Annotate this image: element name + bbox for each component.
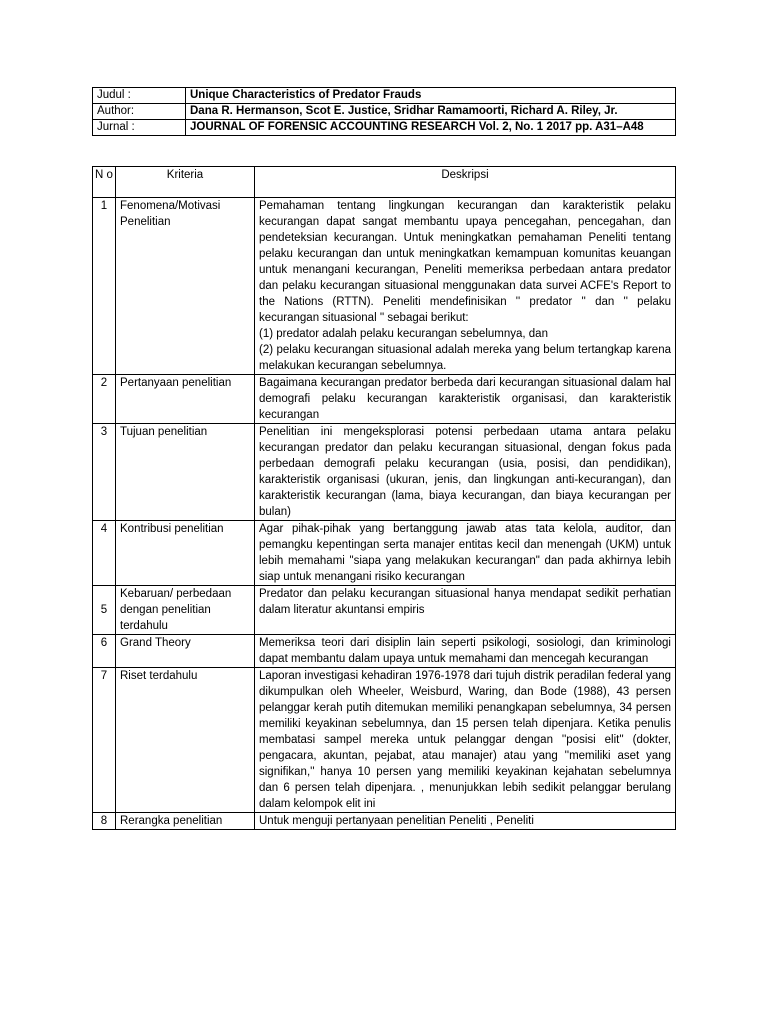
table-row <box>93 424 676 521</box>
table-row <box>93 635 676 668</box>
row-kriteria: Riset terdahulu <box>116 668 255 813</box>
row-kriteria: Tujuan penelitian <box>116 424 255 521</box>
meta-key: Judul : <box>93 88 186 104</box>
row-kriteria: Kontribusi penelitian <box>116 521 255 586</box>
review-table <box>92 166 676 830</box>
deskripsi-point-2: (2) pelaku kecurangan situasional adalah mereka yang belum tertangkap karena melakukan kecurangan sebelumnya. <box>259 344 671 372</box>
meta-row-author <box>93 104 676 120</box>
document-meta-table <box>92 87 676 136</box>
row-kriteria: Fenomena/Motivasi Penelitian <box>116 198 255 375</box>
row-kriteria: Pertanyaan penelitian <box>116 375 255 424</box>
row-number: 2 <box>93 375 116 424</box>
row-deskripsi: Penelitian ini mengeksplorasi potensi perbedaan utama antara pelaku kecurangan predator dan pelaku kecurangan situasional, dengan fokus pada perbedaan demografi pelaku kecurangan (usia, posisi, dan pendidikan), karakteristik organisasi (ukuran, jenis, dan lingkungan anti-kecurangan), dan karakteristik kecurangan (lama, biaya kecurangan, dan biaya kecurangan per bulan) <box>255 424 676 521</box>
row-kriteria: Grand Theory <box>116 635 255 668</box>
meta-value-title: Unique Characteristics of Predator Frauds <box>186 88 676 104</box>
deskripsi-point-1: (1) predator adalah pelaku kecurangan sebelumnya, dan <box>259 328 548 340</box>
row-deskripsi: Memeriksa teori dari disiplin lain seperti psikologi, sosiologi, dan kriminologi dapat membantu dalam upaya untuk memahami dan mencegah kecurangan <box>255 635 676 668</box>
table-header-row <box>93 167 676 198</box>
header-kriteria: Kriteria <box>116 167 255 198</box>
table-row <box>93 521 676 586</box>
row-number: 7 <box>93 668 116 813</box>
header-no: N o <box>93 167 116 198</box>
row-deskripsi: Agar pihak-pihak yang bertanggung jawab atas tata kelola, auditor, dan pemangku kepentingan serta manajer entitas kecil dan menengah (UKM) untuk lebih memahami "siapa yang melakukan kecurangan" dan pada akhirnya lebih siap untuk menangani risiko kecurangan <box>255 521 676 586</box>
deskripsi-paragraph: Pemahaman tentang lingkungan kecurangan dan karakteristik pelaku kecurangan dapat sangat membantu upaya pencegahan, pencegahan, dan pendeteksian kecurangan. Untuk meningkatkan pemahaman Peneliti tentang pelaku kecurangan dan untuk meningkatkan kemampuan komunitas keuangan untuk menangani kecurangan, Peneliti memeriksa perbedaan antara predator dan pelaku kecurangan situasional menggunakan data survei ACFE's Report to the Nations (RTTN). Peneliti mendefinisikan '' predator '' dan '' pelaku kecurangan situasional '' sebagai berikut: <box>259 200 671 324</box>
row-number: 5 <box>93 586 116 635</box>
row-kriteria: Rerangka penelitian <box>116 813 255 830</box>
meta-row-jurnal <box>93 120 676 136</box>
meta-key: Author: <box>93 104 186 120</box>
row-number: 1 <box>93 198 116 375</box>
row-deskripsi <box>255 198 676 375</box>
row-kriteria: Kebaruan/ perbedaan dengan penelitian terdahulu <box>116 586 255 635</box>
meta-value-journal: JOURNAL OF FORENSIC ACCOUNTING RESEARCH Vol. 2, No. 1 2017 pp. A31–A48 <box>186 120 676 136</box>
row-number: 4 <box>93 521 116 586</box>
table-row <box>93 668 676 813</box>
table-row <box>93 813 676 830</box>
meta-value-author: Dana R. Hermanson, Scot E. Justice, Sridhar Ramamoorti, Richard A. Riley, Jr. <box>186 104 676 120</box>
row-deskripsi: Untuk menguji pertanyaan penelitian Peneliti , Peneliti <box>255 813 676 830</box>
row-deskripsi: Bagaimana kecurangan predator berbeda dari kecurangan situasional dalam hal demografi pelaku kecurangan karakteristik organisasi, dan karakteristik kecurangan <box>255 375 676 424</box>
row-number: 6 <box>93 635 116 668</box>
row-number: 3 <box>93 424 116 521</box>
table-row <box>93 375 676 424</box>
table-row <box>93 586 676 635</box>
header-deskripsi: Deskripsi <box>255 167 676 198</box>
row-number: 8 <box>93 813 116 830</box>
meta-row-judul <box>93 88 676 104</box>
table-row <box>93 198 676 375</box>
row-deskripsi: Predator dan pelaku kecurangan situasional hanya mendapat sedikit perhatian dalam literatur akuntansi empiris <box>255 586 676 635</box>
meta-key: Jurnal : <box>93 120 186 136</box>
row-deskripsi: Laporan investigasi kehadiran 1976-1978 dari tujuh distrik peradilan federal yang dikumpulkan oleh Wheeler, Weisburd, Waring, dan Bode (1988), 43 persen pelanggar kerah putih ditemukan memiliki penangkapan sebelumnya, 34 persen memiliki keyakinan sebelumnya, dan 15 persen telah dipenjara. Ketika penulis membatasi sampel mereka untuk pelanggar dengan ''posisi elit'' (dokter, pengacara, akuntan, pejabat, atau manajer) atau yang ''memiliki aset yang signifikan,'' hanya 10 persen yang memiliki keyakinan kejahatan sebelumnya dan 6 persen telah dipenjara. , menunjukkan lebih sedikit pelanggar berulang dalam kelompok elit ini <box>255 668 676 813</box>
